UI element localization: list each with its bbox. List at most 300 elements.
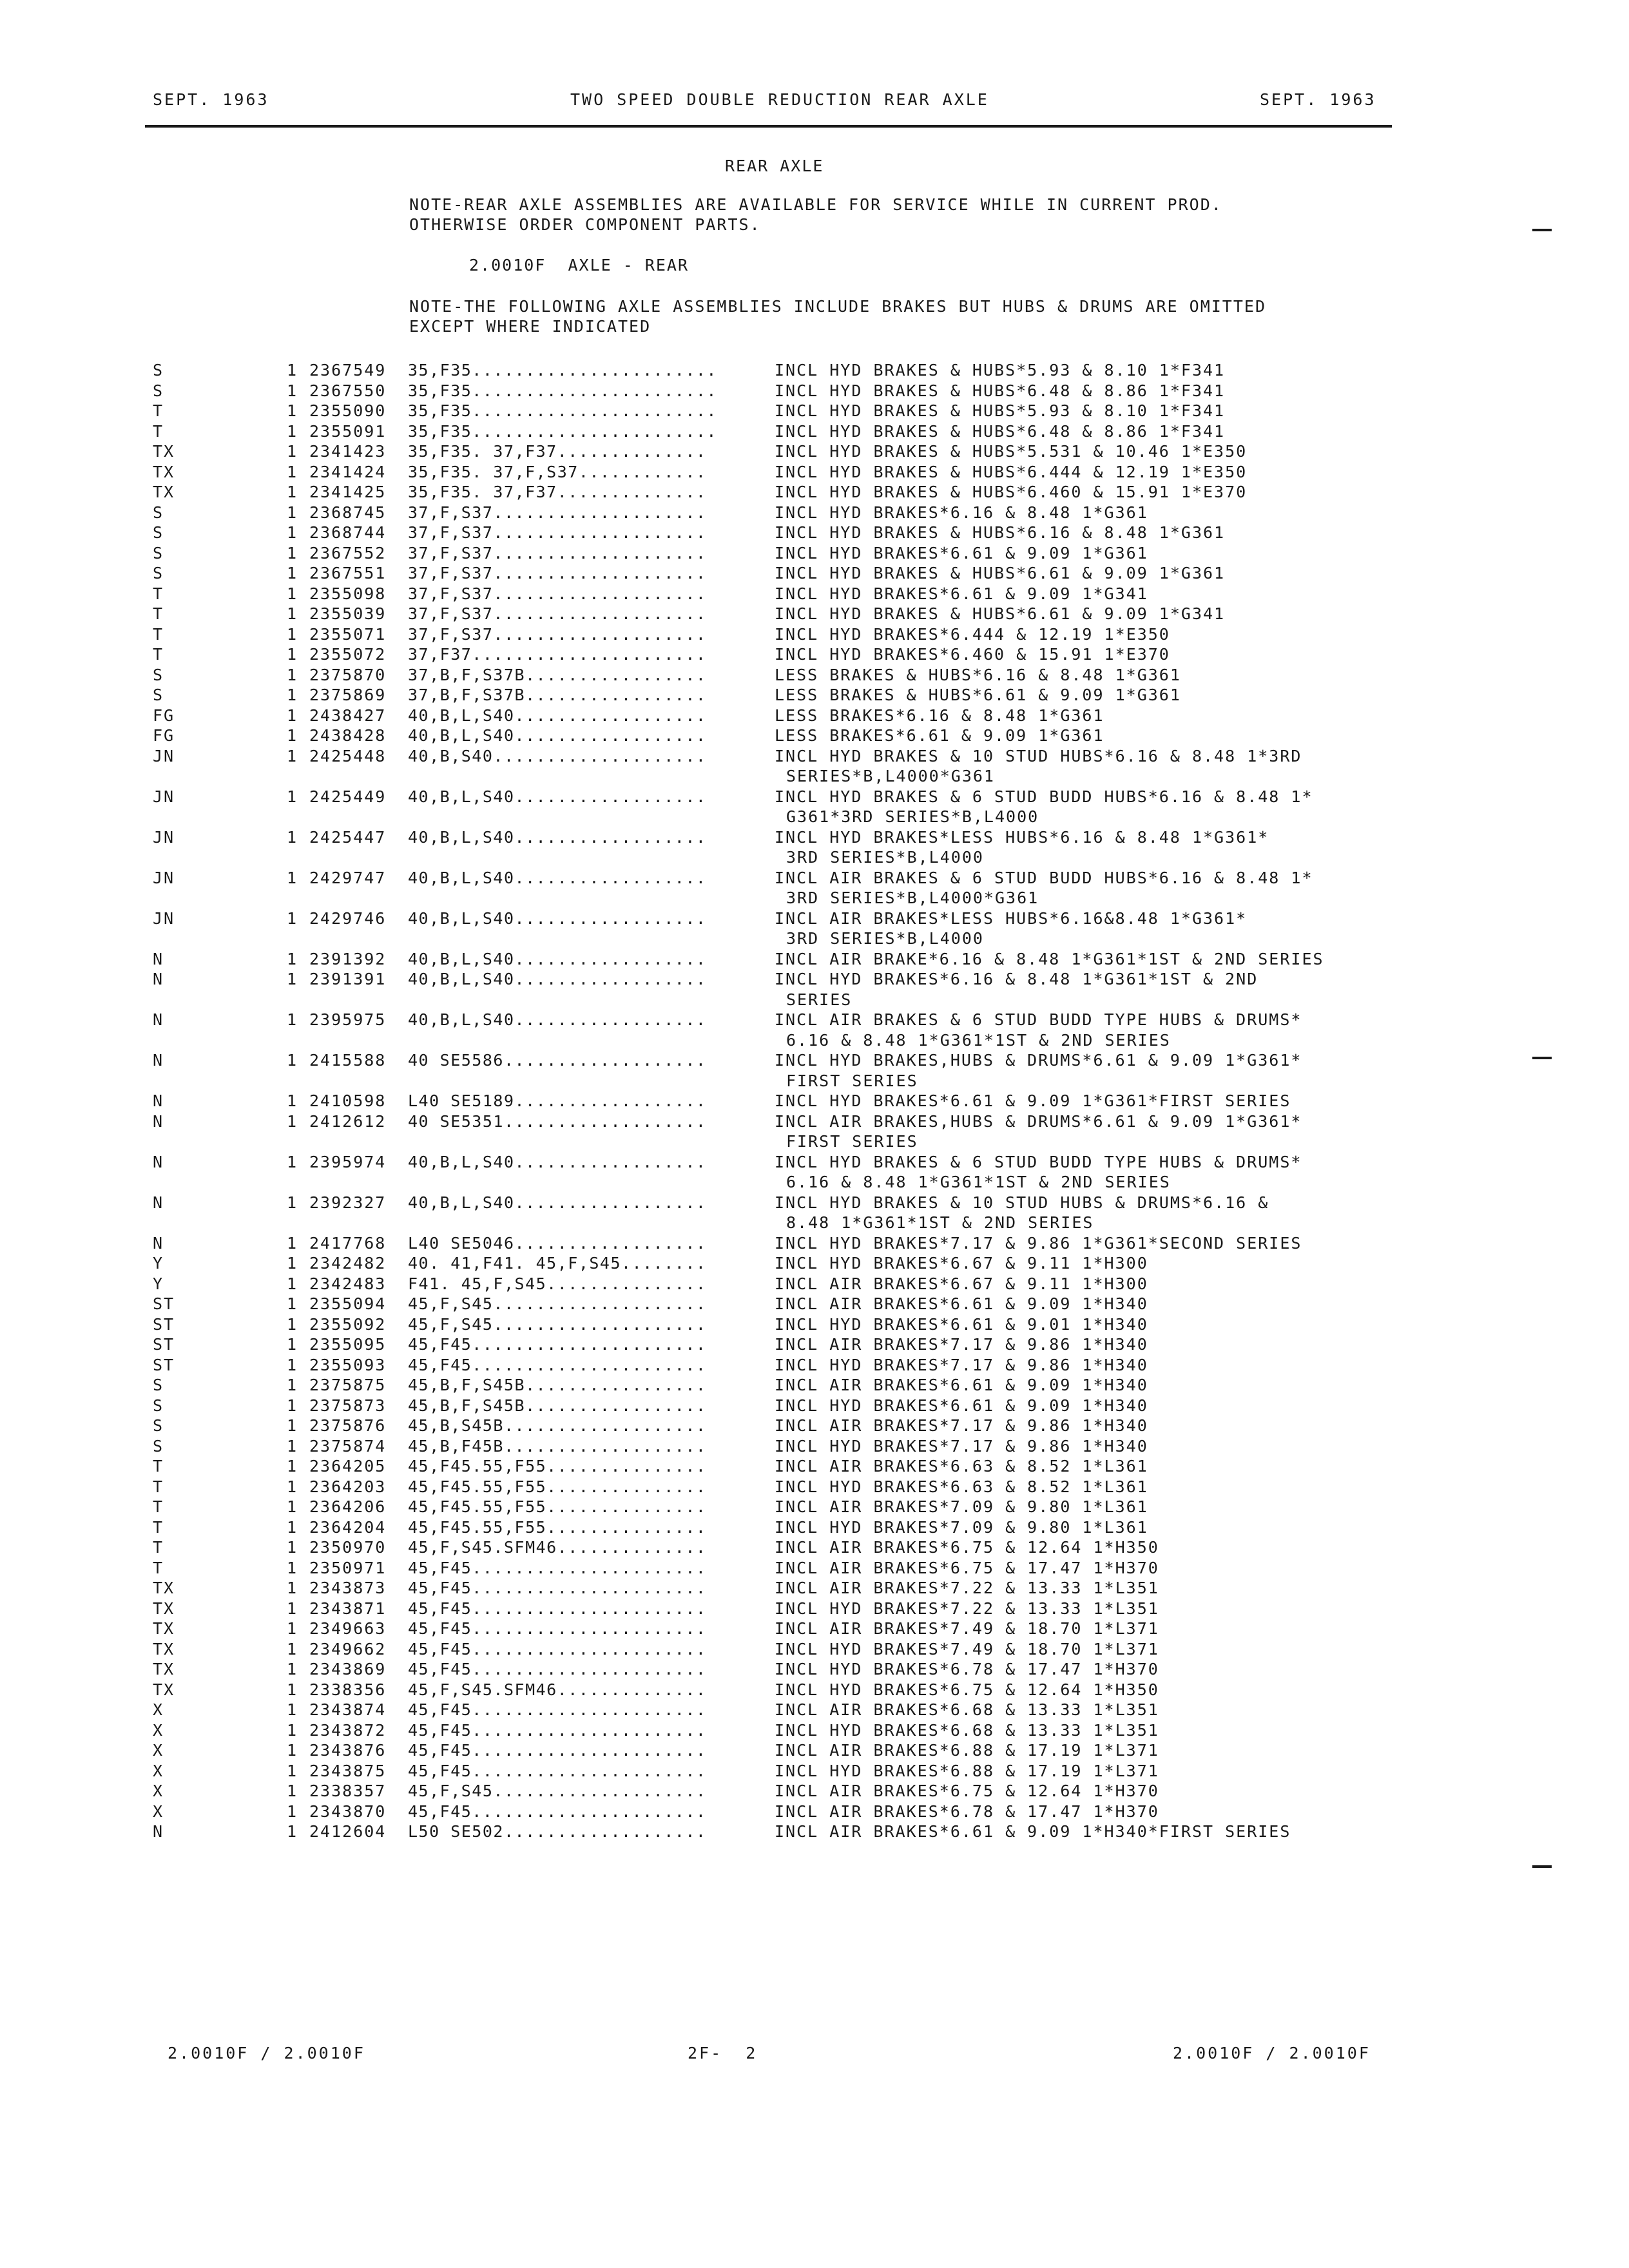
note-assemblies-line1: NOTE-THE FOLLOWING AXLE ASSEMBLIES INCLUDE BRAKES BUT HUBS & DRUMS ARE OMITTED [409, 297, 1266, 316]
row-quantity: 1 [287, 1538, 297, 1557]
row-code: S [153, 564, 164, 582]
row-quantity: 1 [287, 1700, 297, 1719]
table-row [0, 1700, 1629, 1721]
row-part-number: 2364205 [309, 1457, 387, 1475]
row-code: Y [153, 1274, 164, 1293]
table-row [0, 1579, 1629, 1599]
row-model: 45,F45...................... [408, 1639, 707, 1658]
row-code: S [153, 1416, 164, 1435]
row-quantity: 1 [287, 584, 297, 603]
row-part-number: 2392327 [309, 1193, 387, 1212]
footer-ref-left: 2.0010F / 2.0010F [168, 2044, 365, 2062]
table-row [0, 381, 1629, 402]
row-part-number: 2375874 [309, 1436, 387, 1456]
row-part-number: 2425447 [309, 827, 387, 847]
row-model: 40,B,S40.................... [408, 746, 707, 765]
margin-mark [1532, 1057, 1552, 1059]
row-quantity: 1 [287, 706, 297, 725]
row-code: ST [153, 1294, 175, 1313]
row-part-number: 2355092 [309, 1314, 387, 1334]
row-part-number: 2341423 [309, 442, 387, 461]
row-model: 40,B,L,S40.................. [408, 908, 707, 928]
table-row [0, 1112, 1629, 1153]
row-description: INCL AIR BRAKES*6.75 & 12.64 1*H350 [775, 1538, 1159, 1557]
row-code: TX [153, 483, 175, 501]
row-description-continued: FIRST SERIES [786, 1071, 918, 1090]
row-quantity: 1 [287, 949, 297, 968]
row-model: 40,B,L,S40.................. [408, 868, 707, 887]
row-model: 45,B,F,S45B................. [408, 1376, 707, 1394]
row-description: INCL HYD BRAKES*6.67 & 9.11 1*H300 [775, 1254, 1148, 1273]
row-code: T [153, 1457, 164, 1475]
row-part-number: 2342483 [309, 1274, 387, 1293]
row-code: X [153, 1720, 164, 1740]
table-row [0, 1356, 1629, 1376]
table-row [0, 604, 1629, 625]
table-row [0, 361, 1629, 381]
table-row [0, 787, 1629, 828]
row-quantity: 1 [287, 462, 297, 481]
row-description: INCL HYD BRAKES & HUBS*6.16 & 8.48 1*G361 [775, 523, 1226, 542]
row-model: 45,F45...................... [408, 1802, 707, 1821]
table-row [0, 666, 1629, 686]
row-code: ST [153, 1355, 175, 1374]
row-model: 40,B,L,S40.................. [408, 706, 707, 725]
row-part-number: 2395974 [309, 1152, 387, 1171]
table-row [0, 950, 1629, 970]
row-code: N [153, 1152, 164, 1171]
row-part-number: 2343872 [309, 1720, 387, 1740]
row-part-number: 2410598 [309, 1091, 387, 1110]
row-code: TX [153, 1660, 175, 1678]
row-model: 45,F45...................... [408, 1579, 707, 1597]
section-title: REAR AXLE [725, 157, 824, 175]
row-part-number: 2425449 [309, 787, 387, 806]
row-code: N [153, 1091, 164, 1110]
row-code: TX [153, 462, 175, 481]
row-description: INCL AIR BRAKES*6.61 & 9.09 1*H340*FIRST SERIES [775, 1822, 1291, 1841]
header-date-left: SEPT. 1963 [153, 90, 269, 109]
row-quantity: 1 [287, 1396, 297, 1415]
row-code: N [153, 1822, 164, 1841]
row-quantity: 1 [287, 1294, 297, 1313]
row-model: 37,F,S37.................... [408, 584, 707, 603]
row-part-number: 2375875 [309, 1376, 387, 1394]
table-row [0, 1457, 1629, 1477]
row-code: TX [153, 442, 175, 461]
row-quantity: 1 [287, 1233, 297, 1253]
row-model: 35,F35....................... [408, 381, 717, 400]
row-description: INCL HYD BRAKES*7.09 & 9.80 1*L361 [775, 1517, 1148, 1537]
row-part-number: 2343874 [309, 1700, 387, 1719]
table-row [0, 1193, 1629, 1234]
row-part-number: 2350970 [309, 1538, 387, 1557]
row-model: 37,F,S37.................... [408, 624, 707, 644]
row-code: N [153, 1111, 164, 1131]
row-model: 40,B,L,S40.................. [408, 949, 707, 968]
row-description: INCL HYD BRAKES & HUBS*6.48 & 8.86 1*F341 [775, 421, 1226, 441]
row-part-number: 2343871 [309, 1599, 387, 1618]
row-part-number: 2391392 [309, 949, 387, 968]
row-description-continued: 6.16 & 8.48 1*G361*1ST & 2ND SERIES [786, 1030, 1171, 1050]
row-model: 37,F,S37.................... [408, 543, 707, 562]
row-quantity: 1 [287, 1051, 297, 1070]
row-code: S [153, 665, 164, 684]
row-description-continued: 3RD SERIES*B,L4000 [786, 848, 984, 867]
row-model: 45,F45.55,F55............... [408, 1457, 707, 1475]
row-code: FG [153, 726, 175, 745]
table-row [0, 1335, 1629, 1356]
row-description: INCL AIR BRAKES*6.67 & 9.11 1*H300 [775, 1274, 1148, 1293]
row-quantity: 1 [287, 868, 297, 887]
row-model: 35,F35....................... [408, 421, 717, 441]
row-model: 45,F,S45.................... [408, 1782, 707, 1800]
row-part-number: 2355093 [309, 1355, 387, 1374]
row-code: S [153, 361, 164, 380]
row-quantity: 1 [287, 483, 297, 501]
table-row [0, 483, 1629, 503]
row-code: N [153, 1193, 164, 1212]
table-row [0, 1315, 1629, 1336]
row-part-number: 2343869 [309, 1660, 387, 1678]
table-row [0, 686, 1629, 706]
table-row [0, 401, 1629, 422]
row-quantity: 1 [287, 1091, 297, 1110]
row-model: 37,F,S37.................... [408, 523, 707, 542]
row-quantity: 1 [287, 645, 297, 664]
row-quantity: 1 [287, 1416, 297, 1435]
footer-page-number: 2F- 2 [688, 2044, 758, 2062]
row-description: INCL HYD BRAKES*7.17 & 9.86 1*H340 [775, 1436, 1148, 1456]
row-code: S [153, 686, 164, 704]
row-quantity: 1 [287, 604, 297, 623]
margin-mark [1532, 1865, 1552, 1868]
row-model: 45,F45...................... [408, 1619, 707, 1638]
row-part-number: 2355091 [309, 421, 387, 441]
row-code: T [153, 604, 164, 623]
row-part-number: 2355098 [309, 584, 387, 603]
row-quantity: 1 [287, 401, 297, 420]
row-description-continued: SERIES*B,L4000*G361 [786, 767, 995, 785]
table-row [0, 1396, 1629, 1417]
table-row [0, 706, 1629, 727]
row-model: L40 SE5189.................. [408, 1091, 707, 1110]
row-part-number: 2355094 [309, 1294, 387, 1313]
row-description: INCL HYD BRAKES*6.61 & 9.01 1*H340 [775, 1314, 1148, 1334]
row-model: 45,F,S45.................... [408, 1294, 707, 1313]
row-description: INCL HYD BRAKES & HUBS*6.61 & 9.09 1*G361 [775, 564, 1226, 582]
row-part-number: 2438427 [309, 706, 387, 725]
row-code: JN [153, 868, 175, 887]
row-part-number: 2367552 [309, 543, 387, 562]
row-description: INCL HYD BRAKES,HUBS & DRUMS*6.61 & 9.09 1*G361* [775, 1051, 1302, 1070]
row-model: 40,B,L,S40.................. [408, 787, 707, 806]
row-quantity: 1 [287, 543, 297, 562]
row-quantity: 1 [287, 1355, 297, 1374]
row-description: INCL HYD BRAKES & HUBS*5.531 & 10.46 1*E350 [775, 442, 1248, 461]
row-quantity: 1 [287, 1660, 297, 1678]
row-description: INCL AIR BRAKES*LESS HUBS*6.16&8.48 1*G361* [775, 908, 1248, 928]
row-quantity: 1 [287, 1335, 297, 1354]
row-code: Y [153, 1254, 164, 1273]
row-description: INCL HYD BRAKES & HUBS*6.48 & 8.86 1*F341 [775, 381, 1226, 400]
row-code: ST [153, 1314, 175, 1334]
row-code: N [153, 949, 164, 968]
row-description: INCL HYD BRAKES*6.61 & 9.09 1*G361*FIRST SERIES [775, 1091, 1291, 1110]
row-part-number: 2415588 [309, 1051, 387, 1070]
row-quantity: 1 [287, 1010, 297, 1029]
row-description: INCL HYD BRAKES & HUBS*6.61 & 9.09 1*G341 [775, 604, 1226, 623]
row-code: JN [153, 827, 175, 847]
row-part-number: 2395975 [309, 1010, 387, 1029]
row-part-number: 2367550 [309, 381, 387, 400]
row-part-number: 2375876 [309, 1416, 387, 1435]
row-description: INCL AIR BRAKES*7.17 & 9.86 1*H340 [775, 1416, 1148, 1435]
row-part-number: 2355090 [309, 401, 387, 420]
row-code: T [153, 645, 164, 664]
row-code: TX [153, 1619, 175, 1638]
table-row [0, 1518, 1629, 1539]
note-service-line2: OTHERWISE ORDER COMPONENT PARTS. [409, 215, 761, 234]
table-row [0, 1234, 1629, 1254]
table-row [0, 1437, 1629, 1457]
row-description: INCL HYD BRAKES*6.61 & 9.09 1*H340 [775, 1396, 1148, 1415]
row-quantity: 1 [287, 1193, 297, 1212]
row-quantity: 1 [287, 381, 297, 400]
row-model: 35,F35....................... [408, 401, 717, 420]
row-description: INCL AIR BRAKES*6.75 & 17.47 1*H370 [775, 1558, 1159, 1577]
row-part-number: 2364204 [309, 1517, 387, 1537]
row-model: 37,F,S37.................... [408, 503, 707, 522]
row-code: T [153, 1517, 164, 1537]
note-assemblies-line2: EXCEPT WHERE INDICATED [409, 317, 651, 336]
row-part-number: 2412612 [309, 1111, 387, 1131]
table-row [0, 584, 1629, 605]
row-description: LESS BRAKES*6.16 & 8.48 1*G361 [775, 706, 1104, 725]
row-description-continued: 3RD SERIES*B,L4000 [786, 929, 984, 948]
row-description: LESS BRAKES & HUBS*6.61 & 9.09 1*G361 [775, 686, 1181, 704]
row-description: INCL AIR BRAKES*6.88 & 17.19 1*L371 [775, 1741, 1159, 1760]
table-row [0, 1680, 1629, 1701]
row-model: 37,F,S37.................... [408, 564, 707, 582]
row-quantity: 1 [287, 1619, 297, 1638]
row-code: N [153, 1051, 164, 1070]
row-code: X [153, 1802, 164, 1821]
row-model: 40,B,L,S40.................. [408, 726, 707, 745]
row-description: INCL AIR BRAKES*6.75 & 12.64 1*H370 [775, 1782, 1159, 1800]
header-rule [145, 125, 1392, 128]
row-quantity: 1 [287, 1376, 297, 1394]
row-model: L40 SE5046.................. [408, 1233, 707, 1253]
table-row [0, 1822, 1629, 1843]
row-description-continued: 6.16 & 8.48 1*G361*1ST & 2ND SERIES [786, 1173, 1171, 1191]
row-model: 35,F35....................... [408, 361, 717, 380]
row-description-continued: 8.48 1*G361*1ST & 2ND SERIES [786, 1213, 1094, 1232]
row-code: S [153, 503, 164, 522]
row-description: INCL AIR BRAKES*6.61 & 9.09 1*H340 [775, 1294, 1148, 1313]
row-description: INCL HYD BRAKES*7.22 & 13.33 1*L351 [775, 1599, 1159, 1618]
row-description: INCL AIR BRAKES*7.09 & 9.80 1*L361 [775, 1497, 1148, 1516]
row-model: 45,B,F45B................... [408, 1436, 707, 1456]
row-model: 37,F37...................... [408, 645, 707, 664]
row-model: 40,B,L,S40.................. [408, 970, 707, 988]
row-quantity: 1 [287, 564, 297, 582]
row-model: 40,B,L,S40.................. [408, 1010, 707, 1029]
row-part-number: 2368745 [309, 503, 387, 522]
row-quantity: 1 [287, 1558, 297, 1577]
header-title: TWO SPEED DOUBLE REDUCTION REAR AXLE [570, 90, 989, 109]
row-model: 45,F45...................... [408, 1700, 707, 1719]
table-row [0, 1477, 1629, 1498]
row-quantity: 1 [287, 1111, 297, 1131]
row-quantity: 1 [287, 827, 297, 847]
table-row [0, 726, 1629, 747]
row-quantity: 1 [287, 970, 297, 988]
row-part-number: 2349662 [309, 1639, 387, 1658]
table-row [0, 1153, 1629, 1193]
group-title: 2.0010F AXLE - REAR [469, 256, 689, 274]
table-row [0, 1416, 1629, 1437]
row-code: S [153, 381, 164, 400]
row-code: T [153, 1558, 164, 1577]
row-description: INCL HYD BRAKES & 6 STUD BUDD TYPE HUBS & DRUMS* [775, 1152, 1302, 1171]
row-model: 40 SE5351................... [408, 1111, 707, 1131]
row-code: TX [153, 1639, 175, 1658]
table-row [0, 1599, 1629, 1620]
table-row [0, 544, 1629, 564]
row-part-number: 2438428 [309, 726, 387, 745]
row-code: T [153, 1497, 164, 1516]
table-row [0, 523, 1629, 544]
row-part-number: 2355071 [309, 624, 387, 644]
row-description: INCL AIR BRAKES & 6 STUD BUDD TYPE HUBS & DRUMS* [775, 1010, 1302, 1029]
table-row [0, 1782, 1629, 1802]
row-description: INCL AIR BRAKES,HUBS & DRUMS*6.61 & 9.09 1*G361* [775, 1111, 1302, 1131]
row-description: INCL HYD BRAKES*6.78 & 17.47 1*H370 [775, 1660, 1159, 1678]
row-model: 45,F45...................... [408, 1761, 707, 1780]
row-quantity: 1 [287, 746, 297, 765]
row-description: INCL HYD BRAKES*7.17 & 9.86 1*H340 [775, 1355, 1148, 1374]
row-quantity: 1 [287, 1639, 297, 1658]
row-description: INCL HYD BRAKES*6.68 & 13.33 1*L351 [775, 1720, 1159, 1740]
row-model: L50 SE502................... [408, 1822, 707, 1841]
row-quantity: 1 [287, 503, 297, 522]
row-model: 37,B,F,S37B................. [408, 665, 707, 684]
table-row [0, 1559, 1629, 1579]
row-quantity: 1 [287, 1720, 297, 1740]
table-row [0, 645, 1629, 666]
row-quantity: 1 [287, 1457, 297, 1475]
table-row [0, 1802, 1629, 1823]
table-row [0, 1010, 1629, 1051]
row-description: INCL HYD BRAKES & 10 STUD HUBS & DRUMS*6.16 & [775, 1193, 1269, 1212]
row-part-number: 2341425 [309, 483, 387, 501]
row-part-number: 2343870 [309, 1802, 387, 1821]
row-model: 40 SE5586................... [408, 1051, 707, 1070]
row-model: 37,F,S37.................... [408, 604, 707, 623]
row-quantity: 1 [287, 1761, 297, 1780]
row-model: 45,F45...................... [408, 1741, 707, 1760]
parts-list [0, 361, 1629, 1843]
row-description: INCL AIR BRAKE*6.16 & 8.48 1*G361*1ST & 2ND SERIES [775, 949, 1324, 968]
row-part-number: 2425448 [309, 746, 387, 765]
table-row [0, 1721, 1629, 1742]
row-code: FG [153, 706, 175, 725]
row-model: 45,F45.55,F55............... [408, 1497, 707, 1516]
row-model: 45,F45...................... [408, 1558, 707, 1577]
row-quantity: 1 [287, 1477, 297, 1496]
row-model: 45,F,S45.SFM46.............. [408, 1538, 707, 1557]
row-part-number: 2375870 [309, 665, 387, 684]
row-model: 40. 41,F41. 45,F,S45........ [408, 1254, 707, 1273]
row-model: 40,B,L,S40.................. [408, 1152, 707, 1171]
row-description: INCL HYD BRAKES & HUBS*5.93 & 8.10 1*F341 [775, 361, 1226, 380]
row-code: T [153, 401, 164, 420]
table-row [0, 1294, 1629, 1315]
row-model: 45,B,S45B................... [408, 1416, 707, 1435]
row-model: F41. 45,F,S45............... [408, 1274, 707, 1293]
row-part-number: 2343873 [309, 1579, 387, 1597]
row-quantity: 1 [287, 421, 297, 441]
row-description: INCL HYD BRAKES*6.61 & 9.09 1*G361 [775, 543, 1148, 562]
table-row [0, 1640, 1629, 1660]
table-row [0, 1376, 1629, 1396]
row-description: INCL HYD BRAKES & 10 STUD HUBS*6.16 & 8.48 1*3RD [775, 746, 1302, 765]
row-model: 35,F35. 37,F37.............. [408, 442, 707, 461]
row-description: INCL AIR BRAKES*7.17 & 9.86 1*H340 [775, 1335, 1148, 1354]
row-code: X [153, 1741, 164, 1760]
row-quantity: 1 [287, 1274, 297, 1293]
row-description: INCL HYD BRAKES*6.16 & 8.48 1*G361 [775, 503, 1148, 522]
row-description: INCL HYD BRAKES*6.444 & 12.19 1*E350 [775, 624, 1170, 644]
row-code: T [153, 1477, 164, 1496]
row-description: INCL AIR BRAKES*7.22 & 13.33 1*L351 [775, 1579, 1159, 1597]
table-row [0, 1660, 1629, 1680]
row-quantity: 1 [287, 361, 297, 380]
row-code: S [153, 1396, 164, 1415]
row-quantity: 1 [287, 442, 297, 461]
row-model: 37,B,F,S37B................. [408, 686, 707, 704]
row-model: 45,F45...................... [408, 1660, 707, 1678]
row-model: 45,F45...................... [408, 1335, 707, 1354]
row-description: INCL AIR BRAKES & 6 STUD BUDD HUBS*6.16 & 8.48 1* [775, 868, 1313, 887]
row-quantity: 1 [287, 624, 297, 644]
row-description: INCL AIR BRAKES*6.78 & 17.47 1*H370 [775, 1802, 1159, 1821]
row-model: 35,F35. 37,F,S37............ [408, 462, 707, 481]
table-row [0, 909, 1629, 950]
row-description: INCL HYD BRAKES*6.63 & 8.52 1*L361 [775, 1477, 1148, 1496]
row-part-number: 2349663 [309, 1619, 387, 1638]
row-description: INCL HYD BRAKES & HUBS*6.444 & 12.19 1*E350 [775, 462, 1248, 481]
row-code: N [153, 1233, 164, 1253]
row-part-number: 2391391 [309, 970, 387, 988]
table-row [0, 422, 1629, 443]
row-description: INCL HYD BRAKES & HUBS*6.460 & 15.91 1*E370 [775, 483, 1248, 501]
row-code: TX [153, 1680, 175, 1699]
row-part-number: 2417768 [309, 1233, 387, 1253]
row-description: INCL HYD BRAKES*6.88 & 17.19 1*L371 [775, 1761, 1159, 1780]
row-quantity: 1 [287, 1314, 297, 1334]
row-quantity: 1 [287, 665, 297, 684]
row-quantity: 1 [287, 1599, 297, 1618]
table-row [0, 1051, 1629, 1091]
row-quantity: 1 [287, 1579, 297, 1597]
row-code: S [153, 1436, 164, 1456]
row-model: 45,F45...................... [408, 1599, 707, 1618]
row-description-continued: 3RD SERIES*B,L4000*G361 [786, 889, 1039, 907]
row-description: INCL AIR BRAKES*6.68 & 13.33 1*L351 [775, 1700, 1159, 1719]
row-model: 45,F,S45.................... [408, 1314, 707, 1334]
